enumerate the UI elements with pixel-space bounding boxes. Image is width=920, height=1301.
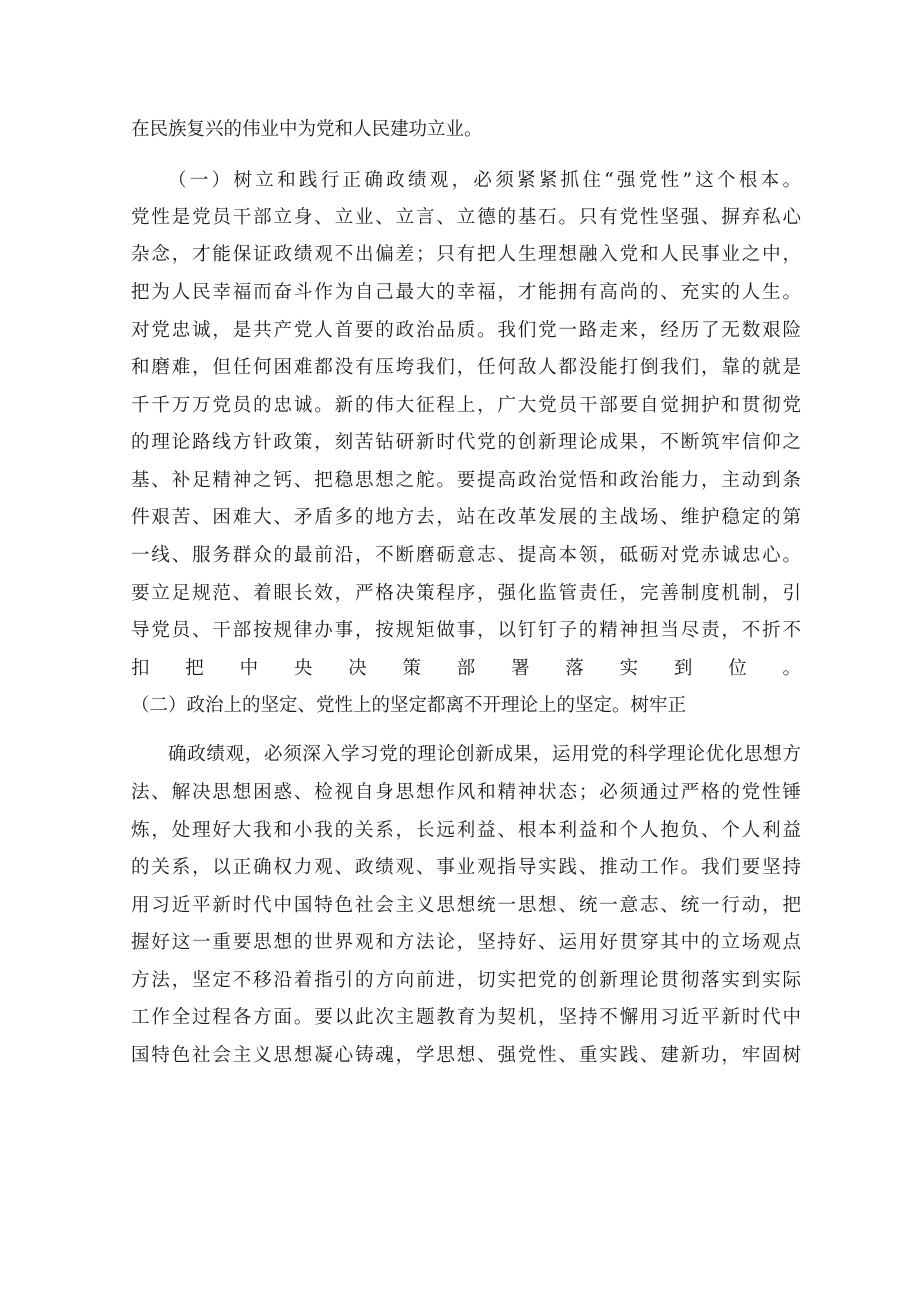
text-line: 党性是党员干部立身、立业、立言、立德的基石。只有党性坚强、摒弃私心 — [131, 207, 801, 228]
text-line: 要立足规范、着眼长效，严格决策程序，强化监管责任，完善制度机制，引 — [131, 583, 801, 604]
text-line: 杂念，才能保证政绩观不出偏差；只有把人生理想融入党和人民事业之中， — [131, 244, 801, 265]
text-line: 用习近平新时代中国特色社会主义思想统一思想、统一意志、统一行动，把 — [131, 895, 801, 916]
text-line: 的理论路线方针政策，刻苦钻研新时代党的创新理论成果，不断筑牢信仰之 — [131, 432, 801, 453]
text-line: 千千万万党员的忠诚。新的伟大征程上，广大党员干部要自觉拥护和贯彻党 — [131, 395, 801, 416]
text-line: 工作全过程各方面。要以此次主题教育为契机，坚持不懈用习近平新时代中 — [131, 1007, 801, 1028]
text-line: 和磨难，但任何困难都没有压垮我们，任何敌人都没能打倒我们，靠的就是 — [131, 357, 801, 378]
text-line: 件艰苦、困难大、矛盾多的地方去，站在改革发展的主战场、维护稳定的第 — [131, 507, 801, 528]
text-line: 法、解决思想困惑、检视自身思想作风和精神状态；必须通过严格的党性锤 — [131, 782, 801, 803]
text-line: 炼，处理好大我和小我的关系，长远利益、根本利益和个人抱负、个人利益 — [131, 820, 801, 841]
text-line: 的关系，以正确权力观、政绩观、事业观指导实践、推动工作。我们要坚持 — [131, 857, 801, 878]
text-line: 导党员、干部按规律办事，按规矩做事，以钉钉子的精神担当尽责，不折不 — [131, 620, 801, 641]
text-line: 一线、服务群众的最前沿，不断磨砺意志、提高本领，砥砺对党赤诚忠心。 — [131, 545, 801, 566]
text-line: 扣把中央决策部署落实到位。 — [131, 658, 801, 679]
paragraph-heading-1: （一）树立和践行正确政绩观，必须紧紧抓住“强党性”这个根本。 — [168, 170, 801, 191]
paragraph-heading-2: 确政绩观，必须深入学习党的理论创新成果，运用党的科学理论优化思想方 — [168, 744, 801, 765]
text-line: 方法，坚定不移沿着指引的方向前进，切实把党的创新理论贯彻落实到实际 — [131, 970, 801, 991]
text-line: 把为人民幸福而奋斗作为自己最大的幸福，才能拥有高尚的、充实的人生。 — [131, 282, 801, 303]
text-line: 对党忠诚，是共产党人首要的政治品质。我们党一路走来，经历了无数艰险 — [131, 320, 801, 341]
text-line: 在民族复兴的伟业中为党和人民建功立业。 — [131, 119, 483, 140]
text-line: （二）政治上的坚定、党性上的坚定都离不开理论上的坚定。树牢正 — [131, 695, 687, 716]
text-line: 国特色社会主义思想凝心铸魂，学思想、强党性、重实践、建新功，牢固树 — [131, 1045, 801, 1066]
text-line: 基、补足精神之钙、把稳思想之舵。要提高政治觉悟和政治能力，主动到条 — [131, 470, 801, 491]
text-line: 握好这一重要思想的世界观和方法论，坚持好、运用好贯穿其中的立场观点 — [131, 932, 801, 953]
